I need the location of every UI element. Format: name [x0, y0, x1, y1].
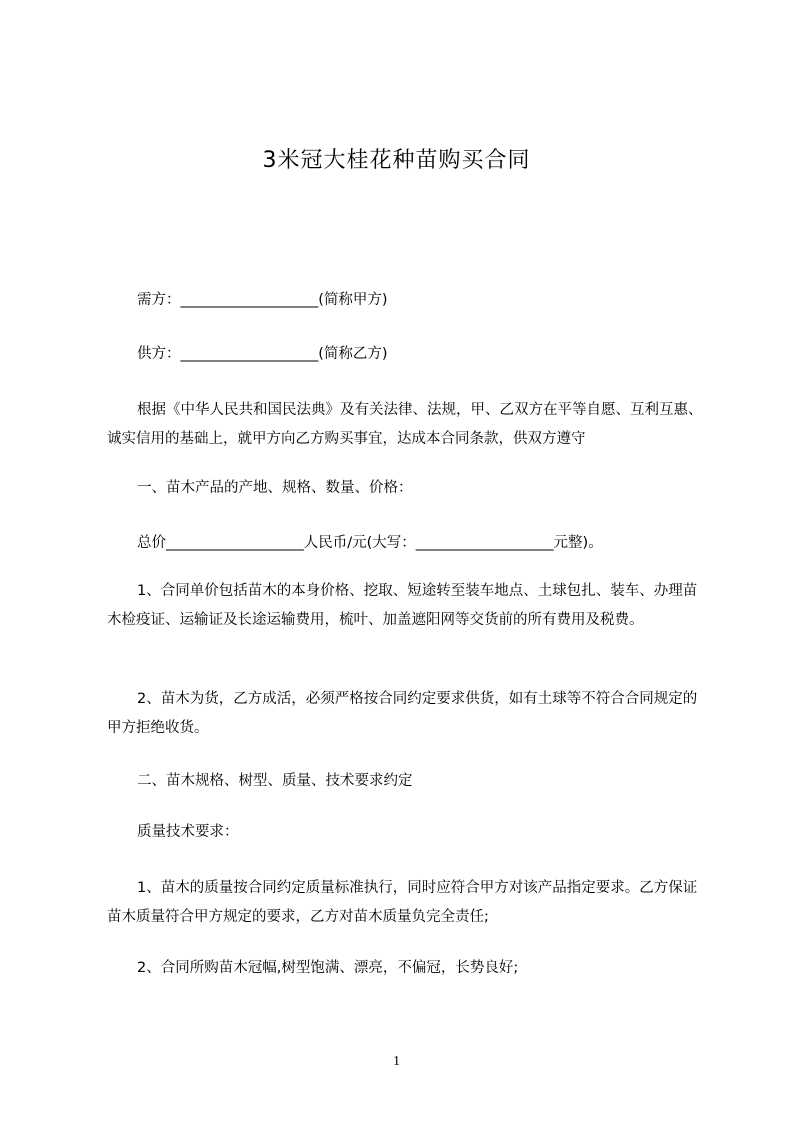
clause-1-2: 2、苗木为货，乙方成活，必须严格按合同约定要求供货，如有土球等不符合合同规定的甲方拒绝收货。 — [107, 691, 698, 736]
clause-2-2: 2、合同所购苗木冠幅,树型饱满、漂亮，不偏冠，长势良好; — [137, 960, 519, 976]
buyer-line: 需方：___________________(简称甲方) — [137, 292, 388, 308]
quality-heading: 质量技术要求： — [137, 824, 239, 840]
clause-1-1: 1、合同单价包括苗木的本身价格、挖取、短途转至装车地点、土球包扎、装车、办理苗木检疫证、运输证及长途运输费用，梳叶、加盖遮阳网等交货前的所有费用及税费。 — [107, 583, 698, 628]
intro-paragraph: 根据《中华人民共和国民法典》及有关法律、法规，甲、乙双方在平等自愿、互利互惠、诚实信用的基础上，就甲方向乙方购买事宜，达成本合同条款，供双方遵守 — [107, 402, 703, 447]
section1-heading: 一、苗木产品的产地、规格、数量、价格： — [137, 480, 413, 496]
clause-2-1: 1、苗木的质量按合同约定质量标准执行，同时应符合甲方对该产品指定要求。乙方保证苗木质量符合甲方规定的要求，乙方对苗木质量负完全责任; — [107, 880, 698, 925]
document-title: 3米冠大桂花种苗购买合同 — [262, 148, 531, 173]
page-number: 1 — [393, 1054, 400, 1069]
seller-line: 供方：___________________(简称乙方) — [137, 346, 388, 362]
total-price-line: 总价___________________人民币/元(大写：___________________元整)。 — [137, 535, 603, 551]
section2-heading: 二、苗木规格、树型、质量、技术要求约定 — [137, 773, 413, 789]
